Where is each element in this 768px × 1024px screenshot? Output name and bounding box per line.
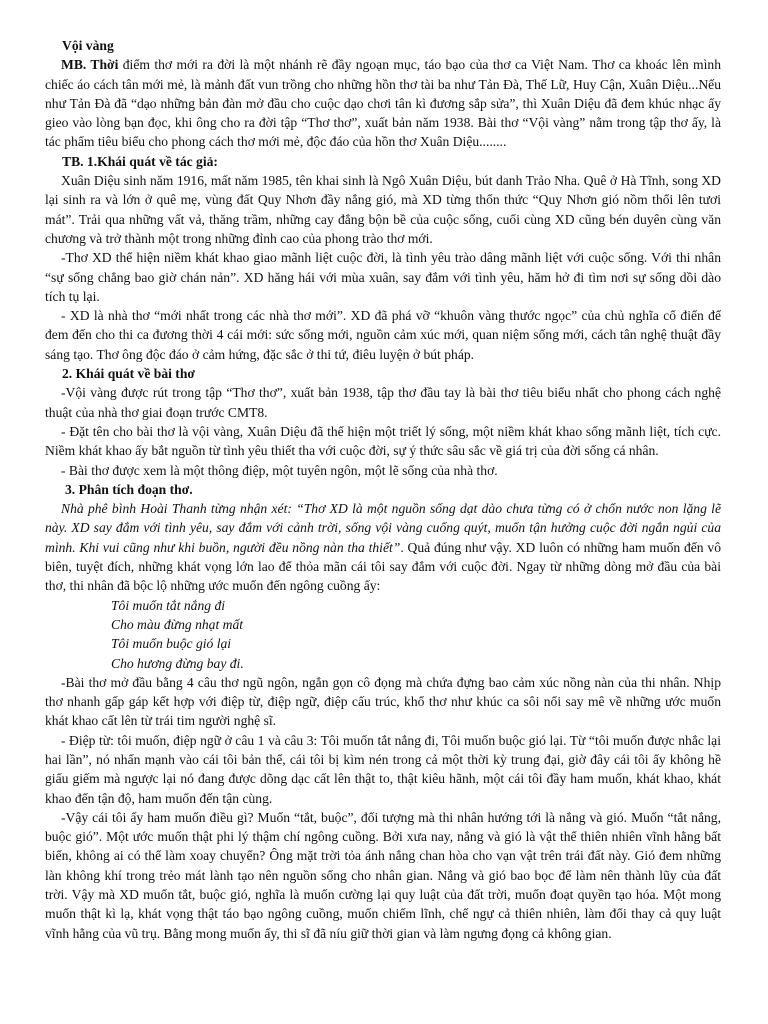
poem-line: Tôi muốn tắt nắng đi — [111, 597, 226, 613]
section1-paragraph: Xuân Diệu sinh năm 1916, mất năm 1985, tên khai sinh là Ngô Xuân Diệu, bút danh Trảo Nha. Quê ở Hà Tĩnh, song XD lại sinh ra và lớn ở quê mẹ, vùng đất Quy Nhơn đầy nắng gió, mà XD từng thốn thức “Quy Nhơn gió nồm thổi lên tươi mát”. Trải qua những vất vả, thăng trầm, những cay đắng bộn bề của cuộc sống, cuối cùng XD cũng bén duyên cùng văn chương và trở thành một trong những đỉnh cao của phong trào thơ mới. — [45, 173, 721, 246]
section2-heading: 2. Khái quát về bài thơ — [62, 366, 195, 382]
section3-heading: 3. Phân tích đoạn thơ. — [65, 481, 193, 497]
poem-line: Cho màu đừng nhạt mất — [111, 616, 244, 632]
section1-paragraph: - XD là nhà thơ “mới nhất trong các nhà thơ mới”. XD đã phá vỡ “khuôn vàng thước ngọc” của chủ nghĩa cổ điển để đem đến cho thi ca đương thời 4 cái mới: sức sống mới, nguồn cảm xúc mới, quan niệm sống mới, cách tân nghệ thuật đầy sáng tạo. Thơ ông độc đáo ở cảm hứng, đặc sắc ở thi tứ, điêu luyện ở bút pháp. — [45, 308, 721, 362]
critic-quote: Nhà phê bình Hoài Thanh từng nhận xét: “Thơ XD là một nguồn sống dạt dào chưa từng có ở chốn nước non lặng lẽ này. XD say đắm với tình yêu, say đắm với cảnh trời, sống vội vàng cuống quýt, muốn tận hưởng cuộc đời ngắn ngủi của mình. Khi vui cũng như khi buồn, người đều nồng nàn tha thiết” — [45, 501, 721, 555]
poem-line: Tôi muốn buộc gió lại — [111, 636, 232, 652]
intro-label: MB. Thời — [61, 57, 119, 73]
document-title: Vội vàng — [62, 38, 114, 53]
intro-text: điểm thơ mới ra đời là một nhánh rẽ đầy ngoạn mục, táo bạo của thơ ca Việt Nam. Thơ ca khoác lên mình chiếc áo cách tân mới mẻ, là mảnh đất vun trồng cho những hồn thơ tài ba như Tản Đà, Thế Lữ, Huy Cận, Xuân Diệu...Nếu như Tản Đà đã “dạo những bản đàn mở đầu cho cuộc dạo chơi tân kì đương sắp sửa”, thì Xuân Diệu đã đem khúc nhạc ấy gieo vào lòng bạn đọc, khi ông cho ra đời tập “Thơ thơ”, xuất bản năm 1938. Bài thơ “Vội vàng” nằm trong tập thơ ấy, là tác phẩm tiêu biểu cho phong cách thơ mới mẻ, độc đáo của hồn thơ Xuân Diệu........ — [45, 57, 721, 150]
critic-quote-paragraph — [45, 499, 721, 595]
critic-quote-comment: . Quả đúng như vậy. XD luôn có những ham muốn đến vô biên, tuyệt đích, những khát vọng lớn lao để thỏa mãn cái tôi say đắm với cuộc đời. Ngay từ những dòng mở đầu của bài thơ, thi nhân đã bộc lộ những ước muốn đến ngông cuồng ấy: — [45, 539, 721, 594]
section1-heading: TB. 1.Khái quát về tác giả: — [62, 153, 218, 169]
section2-paragraph: - Bài thơ được xem là một thông điệp, một tuyên ngôn, một lẽ sống của nhà thơ. — [61, 462, 498, 478]
poem-line: Cho hương đừng bay đi. — [111, 655, 244, 671]
analysis-paragraph: - Điệp từ: tôi muốn, điệp ngữ ở câu 1 và câu 3: Tôi muốn tắt nắng đi, Tôi muốn buộc gió lại. Từ “tôi muốn được nhắc lại hai lần”, nó nhấn mạnh vào cái tôi bản thể, cái tôi bị kìm nén trong cả một thời kỳ trung đại, giờ đây cái tôi ấy không hề giấu giếm mà ngược lại nó đang được dõng dạc cất lên thật to, thật kiêu hãnh, một cái tôi đầy ham muốn, khát khao, khát khao đến tận độ, ham muốn đến tận cùng. — [45, 732, 721, 806]
section2-paragraph: - Đặt tên cho bài thơ là vội vàng, Xuân Diệu đã thể hiện một triết lý sống, một niềm khát khao sống mãnh liệt, tích cực. Niềm khát khao ấy bắt nguồn từ tình yêu thiết tha với cuộc đời, sự ý thức sâu sắc về giá trị của đời sống cá nhân. — [45, 423, 721, 459]
section2-paragraph: -Vội vàng được rút trong tập “Thơ thơ”, xuất bản 1938, tập thơ đầu tay là bài thơ tiêu biểu nhất cho phong cách nghệ thuật của nhà thơ giai đoạn trước CMT8. — [45, 385, 721, 420]
analysis-paragraph: -Vậy cái tôi ấy ham muốn điều gì? Muốn “tắt, buộc”, đối tượng mà thi nhân hướng tới là nắng và gió. Muốn “tắt nắng, buộc gió”. Một ước muốn thật phi lý thậm chí ngông cuồng. Bởi xưa nay, nắng và gió là vật thể thiên nhiên vĩnh hằng bất biến, không ai có thể làm xoay chuyển? Ông mặt trời tỏa ánh nắng chan hòa cho vạn vật trên trái đất này. Gió đem những làn không khí trong trẻo mát lành tạo nên nguồn sống cho nhân gian. Nắng và gió bao bọc để làm nên thành lũy của đất trời. Vậy mà XD muốn tắt, buộc gió, nghĩa là muốn cường lại quy luật của đất trời, muốn đoạt quyền tạo hóa. Một mong muốn thật kì lạ, khát vọng thật táo bạo ngông cuồng, muốn chiếm lĩnh, chế ngự cả thiên nhiên, làm đổi thay cả quy luật vĩnh hằng của vũ trụ. Bằng mong muốn ấy, thi sĩ đã níu giữ thời gian và làm ngưng đọng cả không gian. — [45, 809, 721, 941]
section1-paragraph: -Thơ XD thể hiện niềm khát khao giao mãnh liệt cuộc đời, là tình yêu trào dâng mãnh liệt với cuộc sống. Với thi nhân “sự sống chẳng bao giờ chán nản”. XD hăng hái với mùa xuân, say đắm với tình yêu, hăm hở đi tìm nơi sự sống dồi dào tích tụ lại. — [45, 250, 721, 304]
analysis-paragraph: -Bài thơ mở đầu bằng 4 câu thơ ngũ ngôn, ngắn gọn cô đọng mà chứa đựng bao cảm xúc nồng nàn của thi nhân. Nhịp thơ nhanh gấp gáp kết hợp với điệp từ, điệp ngữ, điệp cấu trúc, khổ thơ như khúc ca sôi nổi say mê về những ước muốn khát khao cất lên từ trái tim người nghệ sĩ. — [45, 674, 721, 729]
intro-paragraph — [45, 55, 721, 151]
